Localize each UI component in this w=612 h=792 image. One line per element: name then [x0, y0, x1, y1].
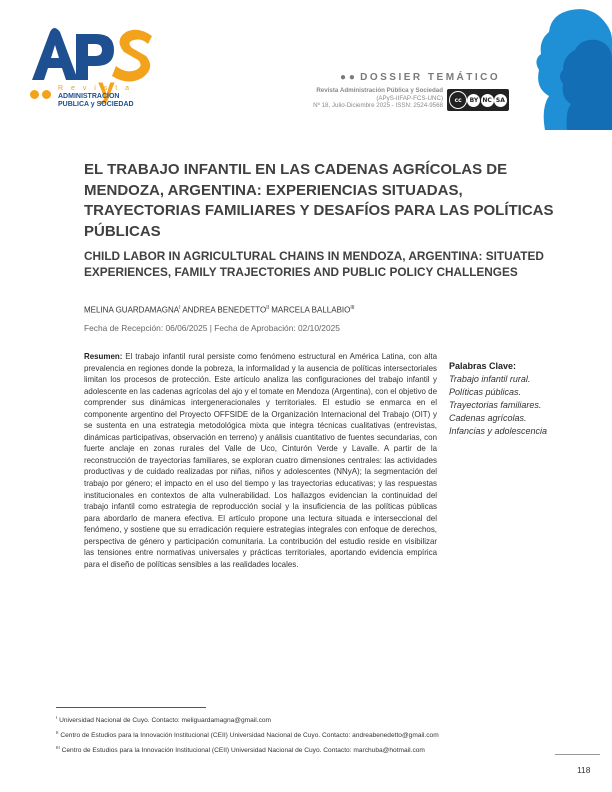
- footnotes: [56, 712, 439, 758]
- abstract-text: El trabajo infantil rural persiste como fenómeno estructural en América Latina, con alta prevalencia en regiones donde la pobreza, la informalidad y la ausencia de políticas intersectoriales limitan los procesos de protección. Este artículo analiza las configuraciones del trabajo infantil y adolescente en las cadenas agrícolas del ajo y el tomate en Mendoza (Argentina), con el objetivo de comprender sus dinámicas intergeneracionales y territoriales. El estudio se enmarca en el componente argentino del Proyecto OFFSIDE de la Organización Internacional del Trabajo (OIT) y se sustenta en una estrategia metodológica mixta que integra técnicas cualitativas (entrevistas, dinámicas participativas, observación en terreno) y análisis cuantitativo de fuentes secundarias, con fuerte anclaje en zonas rurales del Valle de Uco, Cinturón Verde y Lavalle. A partir de la reconstrucción de trayectorias familiares, se exploran cuatro dimensiones centrales: las actividades productivas y de cuidado realizadas por niñas, niños y adolescentes (NNyA); la segmentación del trabajo por género; el impacto en el uso del tiempo y las trayectorias educativas; y las respuestas institucionales en contextos de alta vulnerabilidad. Los hallazgos evidencian la continuidad del trabajo infantil como estrategia de reproducción social y la insuficiencia de las políticas públicas para abordarlo de manera efectiva. El artículo propone una lectura situada e interseccional del fenómeno, y sostiene que su erradicación requiere estrategias integrales con enfoque de derechos, perspectiva de género y participación comunitaria. La contribución del estudio reside en visibilizar las tensiones entre normativas universales y prácticas territoriales, aportando evidencia empírica para el diseño de políticas sensibles a las realidades locales.: [84, 352, 437, 569]
- footnote-text: Universidad Nacional de Cuyo. Contacto: meliguardamagna@gmail.com: [59, 717, 272, 725]
- footnote-mark: II: [56, 730, 59, 736]
- logo-letter-s: [112, 30, 152, 82]
- logo-wordmark: [58, 85, 134, 109]
- keyword-item: Trabajo infantil rural.: [449, 374, 531, 384]
- keywords-label: Palabras Clave:: [449, 361, 517, 371]
- dossier-dots: ● ●: [340, 72, 355, 83]
- cc-icon: cc: [449, 91, 467, 109]
- title-spanish: EL TRABAJO INFANTIL EN LAS CADENAS AGRÍCOLAS DE MENDOZA, ARGENTINA: EXPERIENCIAS SITUADAS, TRAYECTORIAS FAMILIARES Y DESAFÍOS PARA LAS POLÍTICAS PÚBLICAS: [84, 161, 554, 240]
- author-name: ANDREA BENEDETTO: [182, 305, 267, 315]
- footnote: [56, 727, 439, 742]
- logo-letter-a: [32, 28, 78, 80]
- keyword-item: Trayectorias familiares.: [449, 400, 542, 410]
- page-number: 118: [577, 765, 591, 775]
- journal-affiliation: (APyS-IIFAP-FCS-UNC): [376, 94, 443, 102]
- author-mark: I: [179, 305, 181, 311]
- author-mark: II: [266, 305, 269, 311]
- footnote-mark: III: [56, 745, 60, 751]
- footnote: [56, 742, 439, 757]
- submission-dates: Fecha de Recepción: 06/06/2025 | Fecha de Aprobación: 02/10/2025: [84, 323, 340, 333]
- keywords-box: [449, 360, 569, 438]
- keywords-list: [449, 373, 569, 438]
- journal-name: Revista Administración Pública y Sociedad: [316, 87, 443, 94]
- journal-issue: Nº 18, Julio-Diciembre 2025 - ISSN: 2524-9568: [313, 102, 443, 109]
- title-english: CHILD LABOR IN AGRICULTURAL CHAINS IN MENDOZA, ARGENTINA: SITUATED EXPERIENCES, FAMILY TRAJECTORIES AND PUBLIC POLICY CHALLENGES: [84, 249, 544, 280]
- cc-license-badge: [447, 89, 509, 111]
- logo-revista: R e v i s t a: [58, 85, 133, 92]
- keyword-item: Cadenas agrícolas.: [449, 413, 527, 423]
- journal-info: [300, 87, 443, 110]
- keyword-item: Políticas públicas.: [449, 387, 522, 397]
- author-list: [84, 305, 355, 315]
- author-mark: III: [350, 305, 355, 311]
- abstract-label: Resumen:: [84, 352, 123, 361]
- profile-silhouette-graphic: [505, 0, 612, 130]
- footnote: [56, 712, 439, 727]
- by-icon: BY: [467, 94, 480, 107]
- logo-line2: PUBLICA y SOCIEDAD: [58, 101, 134, 108]
- footnote-text: Centro de Estudios para la Innovación Institucional (CEII) Universidad Nacional de Cuyo. Contacto: marchuba@hotmail.com: [61, 747, 425, 755]
- dossier-label: [340, 72, 500, 83]
- footnote-mark: I: [56, 715, 58, 720]
- page-number-rule: [555, 754, 600, 755]
- abstract: [84, 351, 437, 570]
- footnote-text: Centro de Estudios para la Innovación Institucional (CEII) Universidad Nacional de Cuyo. Contacto: andreabenedetto@gmail.com: [60, 732, 439, 740]
- logo-letter-y: y: [98, 72, 115, 105]
- nc-icon: NC: [481, 94, 494, 107]
- sa-icon: SA: [494, 94, 507, 107]
- footnote-rule: [56, 707, 206, 708]
- logo-dots: [30, 86, 54, 104]
- author-name: MARCELA BALLABIO: [271, 305, 351, 315]
- keyword-item: Infancias y adolescencia: [449, 426, 548, 436]
- dossier-title: DOSSIER TEMÁTICO: [360, 72, 501, 83]
- logo-line1: ADMINISTRACION: [58, 93, 120, 100]
- author-name: MELINA GUARDAMAGNA: [84, 305, 180, 315]
